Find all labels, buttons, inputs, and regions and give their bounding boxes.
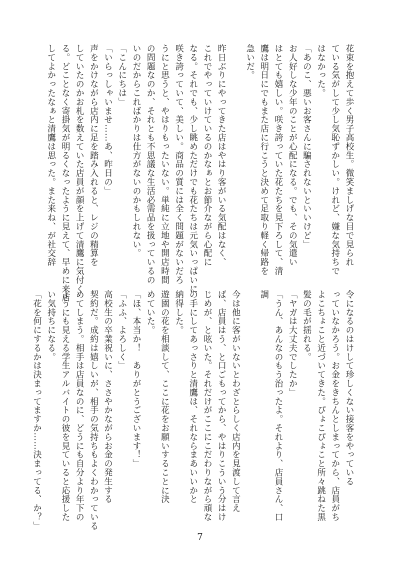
text-line: 咲き誇っていて、美しい。商品の質には全く問題がないだろ — [173, 44, 184, 285]
text-line: ている気がして少し気恥ずかしい。けれど、嫌な気持ちで — [329, 44, 340, 276]
text-line: ば、店員はう、と口ごもってから、やはりこういう分はけ — [216, 290, 227, 522]
text-line: はとても嬉しい。咲き誇っていた花たちを見下ろして、清 — [272, 44, 283, 276]
text-line: の問題なのか、それとも不思議な生活必需品を扱っているの — [145, 44, 156, 285]
text-line: 「うん、あんなのもう治ったよ。それより、店員さん、口 — [272, 290, 283, 522]
text-line: 花束を抱えて歩く男子高校生。微笑ましげな目で見られ — [344, 44, 354, 267]
text-line: ようにも見える学生アルバイトの彼を見ていると応援した — [59, 290, 70, 522]
text-line: 「いらっしゃいませ……あ、昨日の」 — [102, 44, 113, 196]
text-line: これでやっていけているのかなぁとお節介ながら心配に — [201, 44, 212, 267]
text-line: の手にしてあっさりと清鷹は、それならまあいいかと — [187, 290, 198, 504]
text-line: 声をかけながら店内に足を踏み入れると、レジの精算を — [88, 44, 99, 267]
text-line: 今は他に客がいないとわざとらしく店内を見渡して言え — [230, 290, 241, 513]
text-line: してよかったなぁと清鷹は思った。また来ね、が社交辞 — [45, 44, 56, 267]
text-line — [242, 290, 256, 512]
text-line: 令になるのはけして珍しくない接客をやっている — [344, 290, 354, 486]
text-line: はなかった。 — [315, 44, 326, 98]
text-line: 納得した。 — [173, 290, 184, 335]
text-line: 「ヤガは大丈夫でしたか」 — [287, 290, 298, 397]
text-line: い気持ちになる。 — [45, 290, 56, 362]
text-line: していたのかお札を数えていた店員が顔を上げて清鷹に気付く — [74, 44, 85, 294]
text-line: 「ふふ、よろしく」 — [116, 290, 127, 371]
text-line — [228, 44, 242, 266]
text-block-top — [36, 44, 356, 303]
text-line: 「こんにちは」 — [116, 44, 127, 107]
text-line: 昨日ぶりにやってきた店はやはり客がいる気配はなく、 — [216, 44, 227, 267]
text-line: 遊園の花を相談して、ここに花をお願いすることに決 — [159, 290, 170, 504]
text-line: 「あのこ、悪いお客さんに騙されないといいけど」 — [301, 44, 312, 249]
text-line: めていた。 — [145, 290, 156, 335]
text-line: いのだからこればかりは仕方がないのかもしれない。 — [130, 44, 141, 258]
text-block-bottom — [31, 290, 356, 531]
text-line: 髪の毛が揺れる。 — [301, 290, 312, 362]
text-line: なる。それでも、少し眺めただけでも花たちは元気いっぱいに — [187, 44, 198, 294]
text-line: 「花を何にするかは決まってますか……決まってる、か？」 — [31, 290, 42, 531]
text-line: 鷹は明日にでもまた店に行こうと決めて足取り軽く帰路を — [258, 44, 269, 276]
text-line: お人好しな少年のことが心配になる。でも、その気遣い — [287, 44, 298, 267]
text-line: る。どことなく寄掛気が明るくなったように見えて、早めに来店 — [59, 44, 70, 303]
text-line: じめが、と呟いた。それだけがここにこだわりながら頑な — [201, 290, 212, 522]
text-line: めてしまう。相手は店員なのに、どうにも自分より年下の — [74, 290, 85, 522]
text-line: っていなかろう。お金をきちんとしまってから、店員がち — [329, 290, 340, 522]
text-line: 高校生の卒業祝いに、ささやかながらお金の発生する — [102, 290, 113, 504]
text-line: うにと思うと、やはりもったいない。単純に立地や開店時間 — [159, 44, 170, 285]
text-line: よこちょこと近づいてきた。ぴょこぴょこと所々跳ねた黒 — [315, 290, 326, 522]
text-line: 調 — [258, 290, 269, 299]
text-line: 急いだ。 — [244, 44, 255, 80]
text-line: 「ほ、本当か！ ありがとうございます！」 — [130, 290, 141, 468]
page-number: 7 — [197, 533, 203, 543]
text-line: 契約だ。成約は嬉しいが、相手の気持ちもよくわかっている — [88, 290, 99, 531]
